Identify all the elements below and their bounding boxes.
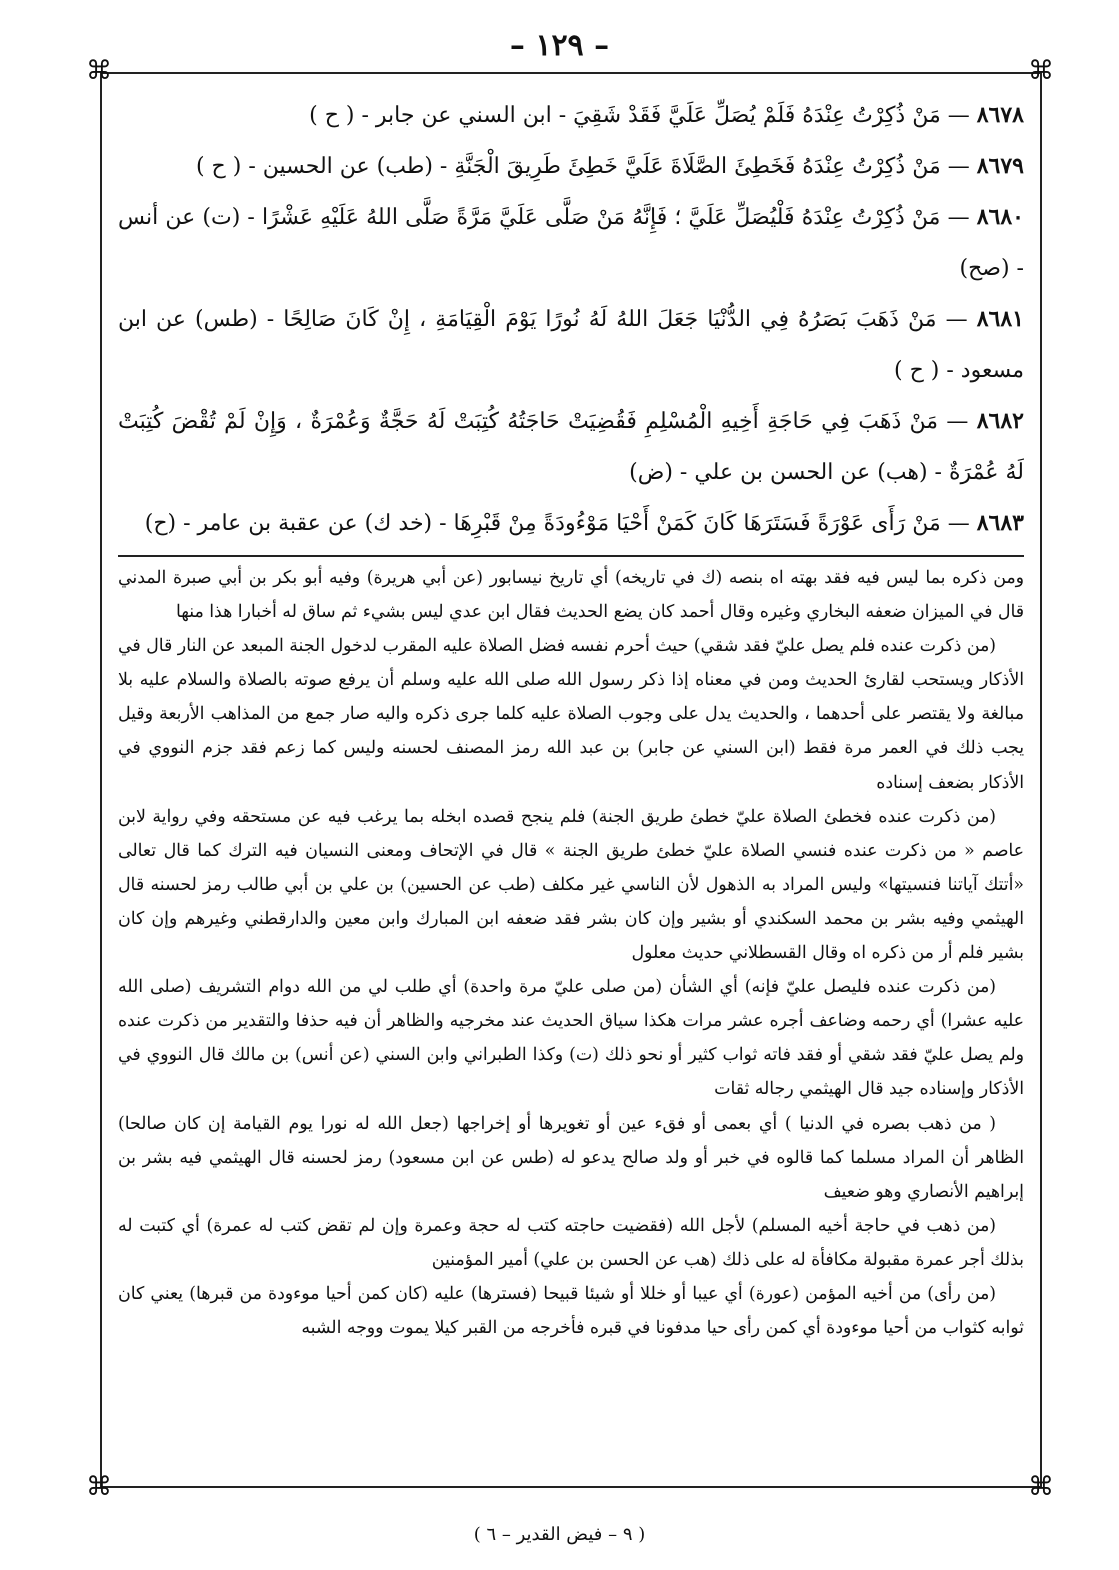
hadith-number: ٨٦٨٣ (976, 510, 1024, 536)
commentary-paragraph: (من ذكرت عنده فخطئ الصلاة عليّ خطئ طريق الجنة) فلم ينجح قصده ابخله بما يرغب فيه عن مستحقه وفي رواية لابن عاصم « من ذكرت عنده فنسي الصلاة عليّ خطئ طريق الجنة » قال في الإتحاف ومعنى النسيان فيه الترك كما قال تعالى «أتتك آياتنا فنسيتها» وليس المراد به الذهول لأن الناسي غير مكلف (طب عن الحسين) بن علي بن أبي طالب رمز لحسنه قال الهيثمي وفيه بشر بن محمد السكندي أو بشير وإن كان بشر فقد ضعفه ابن المبارك وابن معين والدارقطني وغيرهم وإن كان بشير فلم أر من ذكره اه وقال القسطلاني حديث معلول (118, 806, 1024, 964)
commentary-paragraph: ( من ذهب بصره في الدنيا ) أي بعمى أو فقء عين أو تغويرها أو إخراجها (جعل الله له نورا يوم القيامة إن كان صالحا) الظاهر أن المراد مسلما كما قالوه في خبر أو ولد صالح يدعو له (طس عن ابن مسعود) رمز لحسنه قال الهيثمي فيه بشر بن إبراهيم الأنصاري وهو ضعيف (118, 1113, 1024, 1202)
hadith-entry (118, 294, 1024, 396)
hadith-list (118, 90, 1024, 549)
hadith-text: — مَنْ رَأَى عَوْرَةً فَسَتَرَهَا كَانَ كَمَنْ أَحْيَا مَوْءُودَةً مِنْ قَبْرِهَا - (خد ك) عن عقبة بن عامر - (ح) (144, 511, 970, 536)
hadith-text: — مَنْ ذَهَبَ بَصَرُهُ فِي الدُّنْيَا جَعَلَ اللهُ لَهُ نُورًا يَوْمَ الْقِيَامَةِ ، إِنْ كَانَ صَالِحًا - (طس) عن ابن مسعود - ( ح ) (118, 307, 1024, 383)
commentary-paragraph: (من ذكرت عنده فلم يصل عليّ فقد شقي) حيث أحرم نفسه فضل الصلاة عليه المقرب لدخول الجنة المبعد عن النار قال في الأذكار ويستحب لقارئ الحديث ومن في معناه إذا ذكر رسول الله صلى الله عليه وسلم أن يرفع صوته بالصلاة والسلام عليه بلا مبالغة ولا يقتصر على أحدهما ، والحديث يدل على وجوب الصلاة عليه كلما جرى ذكره واليه صار جمع من المذاهب الأربعة وقيل يجب ذلك في العمر مرة فقط (ابن السني عن جابر) بن عبد الله رمز المصنف لحسنه وليس كما زعم فقد جزم النووي في الأذكار بضعف إسناده (118, 636, 1024, 793)
hadith-number: ٨٦٨٢ (976, 408, 1024, 434)
page-content (118, 90, 1024, 1480)
section-divider (118, 555, 1024, 557)
commentary-paragraph: (من ذكرت عنده فليصل عليّ فإنه) أي الشأن (من صلى عليّ مرة واحدة) أي طلب لي من الله دوام التشريف (صلى الله عليه عشرا) أي رحمه وضاعف أجره عشر مرات هكذا سياق الحديث عند مخرجيه والظاهر أن فيه حذفا والتقدير من ذكرت عنده ولم يصل عليّ فقد شقي أو فقد فاته ثواب كثير أو نحو ذلك (ت) وكذا الطبراني وابن السني (عن أنس) بن مالك قال النووي في الأذكار وإسناده جيد قال الهيثمي رجاله ثقات (118, 977, 1024, 1100)
hadith-entry (118, 396, 1024, 498)
hadith-number: ٨٦٨١ (976, 306, 1024, 332)
page-footer: ( ٩ – فيض القدير – ٦ ) (473, 1524, 646, 1545)
corner-ornament-icon: ⌘ (1028, 1472, 1054, 1502)
hadith-text: — مَنْ ذَهَبَ فِي حَاجَةِ أَخِيهِ الْمُسْلِمِ فَقُضِيَتْ حَاجَتُهُ كُتِبَتْ لَهُ حَجَّةٌ وَعُمْرَةٌ ، وَإِنْ لَمْ تُقْضَ كُتِبَتْ لَهُ عُمْرَةٌ - (هب) عن الحسن بن علي - (ض) (118, 409, 1024, 485)
corner-ornament-icon: ⌘ (86, 56, 112, 86)
corner-ornament-icon: ⌘ (1028, 56, 1054, 86)
commentary-paragraph: (من رأى) من أخيه المؤمن (عورة) أي عيبا أو خللا أو شيئا قبيحا (فسترها) عليه (كان كمن أحيا موءودة من قبرها) يعني كان ثوابه كثواب من أحيا موءودة أي كمن رأى حيا مدفونا في قبره فأخرجه من القبر كيلا يموت ووجه الشبه (118, 1283, 1024, 1339)
hadith-text: — مَنْ ذُكِرْتُ عِنْدَهُ فَخَطِئَ الصَّلَاةَ عَلَيَّ خَطِئَ طَرِيقَ الْجَنَّةِ - (طب) عن الحسين - ( ح ) (195, 154, 970, 179)
commentary-section (118, 561, 1024, 1345)
commentary-paragraph: (من ذهب في حاجة أخيه المسلم) لأجل الله (فقضيت حاجته كتب له حجة وعمرة وإن لم تقض كتب له عمرة) أي كتبت له بذلك أجر عمرة مقبولة مكافأة له على ذلك (هب عن الحسن بن علي) أمير المؤمنين (118, 1215, 1024, 1270)
hadith-text: — مَنْ ذُكِرْتُ عِنْدَهُ فَلَمْ يُصَلِّ عَلَيَّ فَقَدْ شَقِيَ - ابن السني عن جابر - ( ح ) (309, 103, 970, 128)
page-number: – ١٢٩ – (509, 28, 610, 63)
hadith-entry (118, 90, 1024, 141)
hadith-entry (118, 498, 1024, 549)
hadith-text: — مَنْ ذُكِرْتُ عِنْدَهُ فَلْيُصَلِّ عَلَيَّ ؛ فَإِنَّهُ مَنْ صَلَّى عَلَيَّ مَرَّةً صَلَّى اللهُ عَلَيْهِ عَشْرًا - (ت) عن أنس - (صح) (118, 205, 1024, 281)
commentary-paragraph: ومن ذكره بما ليس فيه فقد بهته اه بنصه (ك في تاريخه) أي تاريخ نيسابور (عن أبي هريرة) وفيه أبو بكر بن أبي صبرة المدني قال في الميزان ضعفه البخاري وغيره وقال أحمد كان يضع الحديث فقال ابن عدي ليس بشيء ثم ساق له أخبارا هذا منها (118, 568, 1024, 623)
hadith-number: ٨٦٨٠ (976, 204, 1024, 230)
corner-ornament-icon: ⌘ (86, 1472, 112, 1502)
hadith-number: ٨٦٧٩ (976, 153, 1024, 179)
hadith-entry (118, 192, 1024, 294)
hadith-entry (118, 141, 1024, 192)
hadith-number: ٨٦٧٨ (976, 102, 1024, 128)
